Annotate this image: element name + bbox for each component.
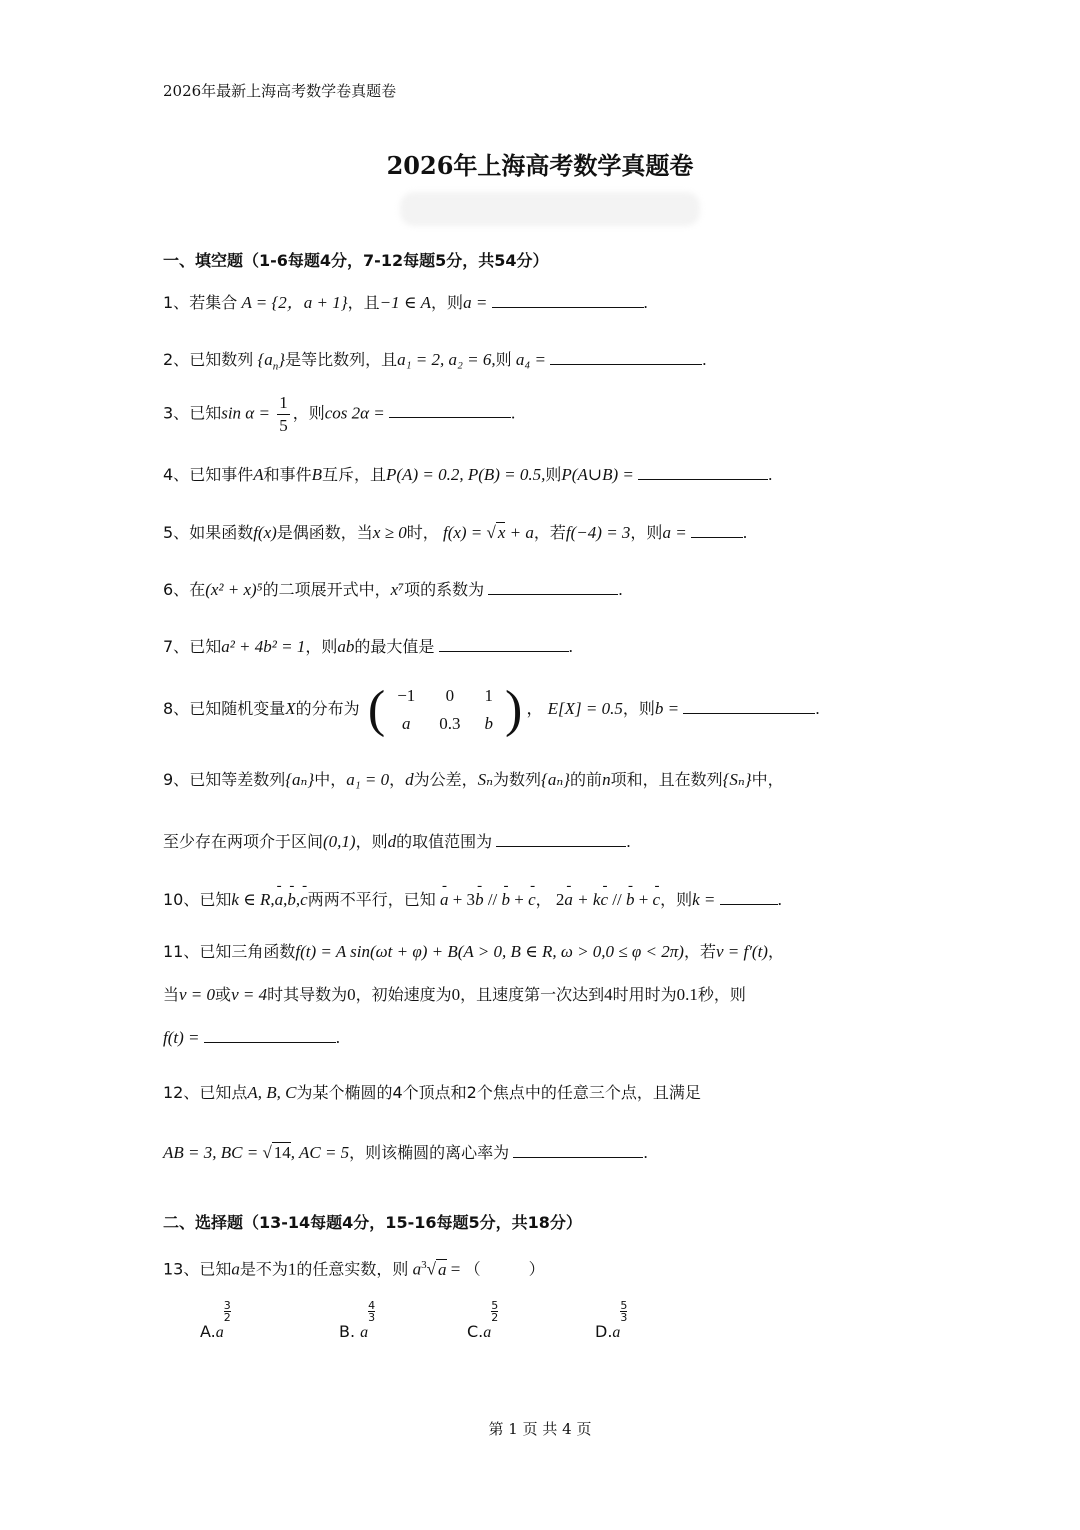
question-number: 8、 — [163, 698, 190, 718]
question-9: 9、已知等差数列{aₙ}中，a₁ = 0，d为公差，Sₙ为数列{aₙ}的前n项和，且在数列{Sₙ}中， — [163, 770, 784, 789]
question-5: 5、如果函数f(x)是偶函数，当x ≥ 0时， f(x) = √ x + a，若f(−4) = 3，则a = . — [163, 519, 747, 545]
question-number: 5、 — [163, 523, 190, 542]
question-4: 4、已知事件A和事件B互斥，且P(A) = 0.2, P(B) = 0.5,则P(A∪B) = . — [163, 461, 772, 487]
blurred-subtitle — [400, 192, 700, 226]
question-12-line-2: AB = 3, BC = √ 14, AC = 5，则该椭圆的离心率为 . — [163, 1139, 648, 1165]
question-number: 11、 — [163, 942, 200, 961]
question-number: 3、 — [163, 403, 190, 423]
question-number: 6、 — [163, 580, 190, 599]
choice-a[interactable]: A.a $\frac{3}{2}$ — [200, 1299, 231, 1341]
question-number: 12、 — [163, 1083, 200, 1102]
question-1: 1、若集合 A = {2，a + 1}，且−1 ∈ A，则a = . — [163, 289, 648, 315]
answer-blank — [389, 399, 511, 418]
answer-blank — [683, 695, 815, 714]
answer-blank — [204, 1024, 336, 1043]
question-10: 10、已知k ∈ R,- a,- b,- c两两不平行，已知 - a + 3- b // - b + - c， 2- a + k- c // - b + - c，则k = . — [163, 886, 782, 912]
question-number: 1、 — [163, 293, 190, 312]
question-11-line-3: f(t) = . — [163, 1024, 340, 1050]
answer-blank — [550, 346, 702, 365]
page-title: 2026年上海高考数学真题卷 — [386, 151, 694, 180]
section-fill-in-title: 一、填空题（1-6每题4分，7-12每题5分，共54分） — [163, 251, 549, 270]
question-number: 9、 — [163, 770, 190, 789]
choice-b[interactable]: B. a $\frac{4}{3}$ — [339, 1299, 376, 1341]
answer-blank — [720, 886, 778, 905]
section-choice-title: 二、选择题（13-14每题4分，15-16每题5分，共18分） — [163, 1213, 582, 1232]
answer-blank — [638, 461, 768, 480]
question-number: 2、 — [163, 350, 190, 369]
choice-c[interactable]: C.a $\frac{5}{2}$ — [467, 1299, 499, 1341]
question-11: 11、已知三角函数f(t) = A sin(ωt + φ) + B(A > 0, B ∈ R, ω > 0,0 ≤ φ < 2π)，若v = f′(t)， — [163, 942, 784, 961]
question-3: 3、已知sin α = $\frac{1}{5}$ ，则cos 2α = . — [163, 393, 516, 435]
question-number: 4、 — [163, 465, 190, 484]
answer-blank — [496, 828, 626, 847]
question-11-line-2: 当v = 0或v = 4时其导数为0，初始速度为0，且速度第一次达到4时用时为0.1秒，则 — [163, 985, 746, 1004]
question-8: 8、已知随机变量X的分布为 ( −1 0 1 a 0.3 b ) ， E[X] = 0.5，则b = . — [163, 681, 820, 738]
question-12: 12、已知点A, B, C为某个椭圆的4个顶点和2个焦点中的任意三个点，且满足 — [163, 1083, 701, 1102]
page-header: 2026年最新上海高考数学卷真题卷 — [163, 82, 397, 100]
question-6: 6、在(x² + x)⁵的二项展开式中，x⁷项的系数为 . — [163, 576, 623, 602]
distribution-matrix: ( −1 0 1 a 0.3 b ) — [367, 681, 523, 738]
answer-blank — [513, 1139, 643, 1158]
question-number: 13、 — [163, 1259, 200, 1279]
answer-blank — [492, 289, 644, 308]
question-9-line-2: 至少存在两项介于区间(0,1)，则d的取值范围为 . — [163, 828, 631, 854]
question-number: 10、 — [163, 890, 200, 909]
answer-blank — [691, 519, 743, 538]
question-13: 13、已知a是不为1的任意实数，则 $a^3√$ a = （ ） — [163, 1259, 545, 1279]
page-footer: 第 1 页 共 4 页 — [488, 1420, 592, 1438]
answer-blank — [439, 633, 569, 652]
question-2: 2、已知数列 $\{a_n\}$是等比数列，且a₁ = 2, a₂ = 6,则 a₄ = . — [163, 346, 707, 378]
answer-blank — [488, 576, 618, 595]
question-number: 7、 — [163, 637, 190, 656]
fraction: $\frac{1}{5}$ — [279, 393, 288, 435]
answer-paren: （ ） — [464, 1259, 545, 1279]
question-7: 7、已知a² + 4b² = 1，则ab的最大值是 . — [163, 633, 573, 659]
choice-d[interactable]: D.a $\frac{5}{3}$ — [595, 1299, 628, 1341]
